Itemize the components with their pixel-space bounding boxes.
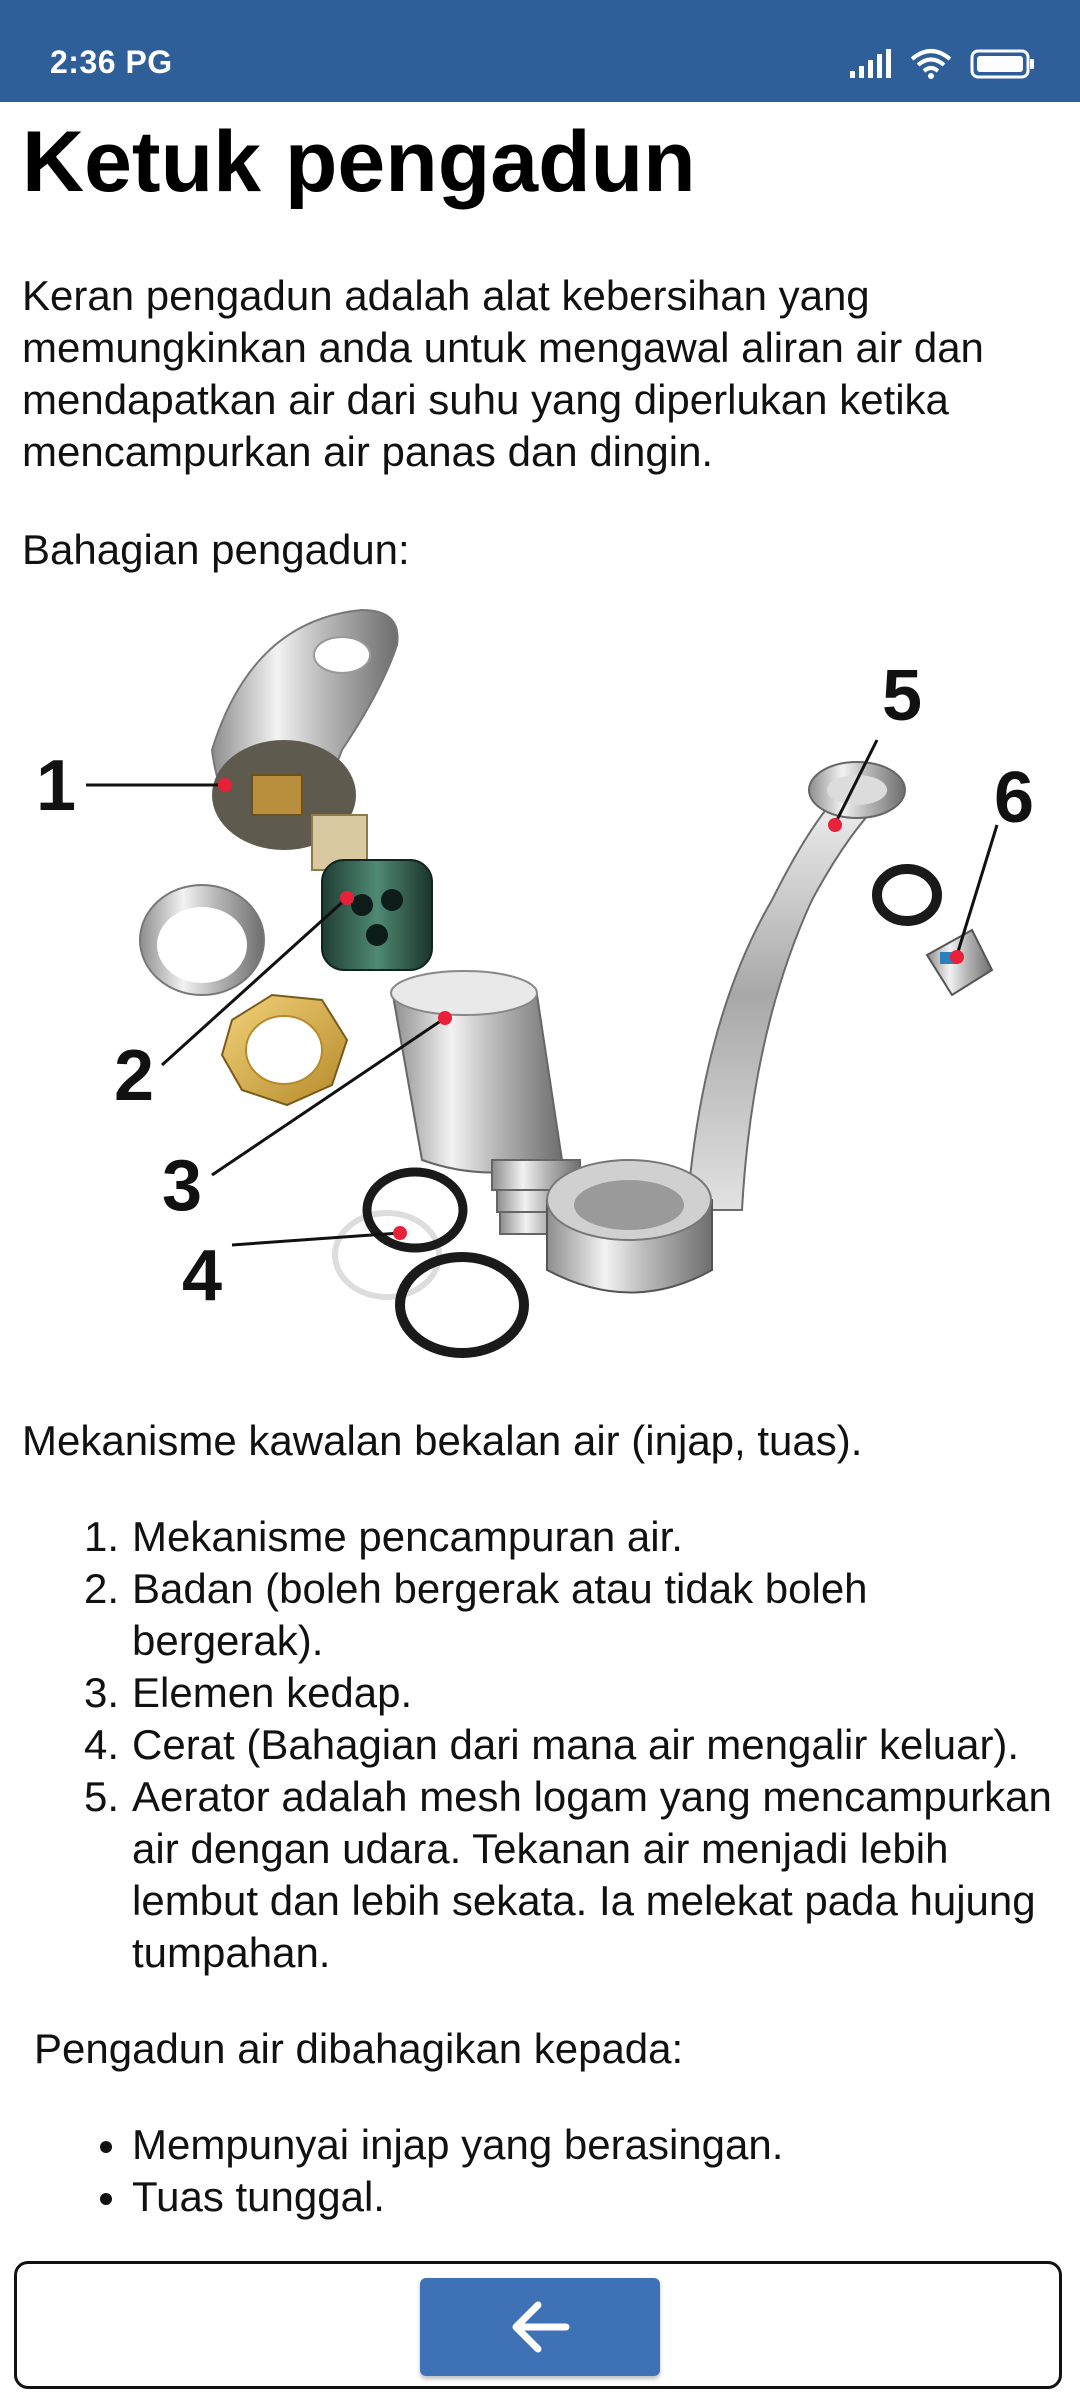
diagram-label-2: 2 [114, 1036, 155, 1116]
status-time: 2:36 PG [50, 44, 173, 80]
types-list [22, 2119, 1062, 2223]
page-title: Ketuk pengadun [22, 114, 696, 210]
diagram-label-5: 5 [882, 656, 923, 736]
diagram-label-6: 6 [994, 758, 1035, 838]
list-item: 2. Badan (boleh bergerak atau tidak boleh bergerak). [84, 1565, 868, 1664]
brass-nut [222, 995, 347, 1105]
diagram-label-1: 1 [36, 746, 77, 826]
mixing-cartridge [312, 815, 432, 970]
battery-icon [970, 48, 1036, 80]
lever-handle [212, 610, 398, 850]
article-content [22, 102, 1062, 576]
seal-rings [335, 1172, 524, 1353]
chrome-ring [140, 885, 264, 995]
diagram-label-4: 4 [182, 1236, 223, 1316]
signal-icon [848, 49, 892, 79]
back-button[interactable] [420, 2278, 660, 2376]
mixer-tap-parts-diagram [22, 600, 1062, 1380]
types-heading: Pengadun air dibahagikan kepada: [34, 2025, 684, 2072]
list-item: 5. Aerator adalah mesh logam yang mencampurkan air dengan udara. Tekanan air menjadi lebih lembut dan lebih sekata. Ia melekat pada hujung tumpahan. [84, 1773, 1052, 1976]
parts-list [22, 1511, 1062, 1979]
faucet-parts-illustration [22, 600, 1062, 1380]
spout [547, 762, 905, 1293]
mechanism-text: Mekanisme kawalan bekalan air (injap, tuas). [22, 1417, 863, 1464]
arrow-left-icon [508, 2299, 572, 2355]
list-item: 1. Mekanisme pencampuran air. [84, 1513, 683, 1560]
wifi-icon [910, 48, 952, 80]
aerator [877, 869, 992, 995]
list-item: 4. Cerat (Bahagian dari mana air mengalir keluar). [84, 1721, 1020, 1768]
parts-description [22, 1415, 1062, 2223]
list-item: Tuas tunggal. [22, 2171, 1062, 2223]
status-bar [0, 0, 1080, 102]
intro-paragraph: Keran pengadun adalah alat kebersihan yang memungkinkan anda untuk mengawal aliran air dan mendapatkan air dari suhu yang diperlukan ketika mencampurkan air panas dan dingin. [22, 272, 984, 475]
bottom-navigation-bar [14, 2261, 1062, 2389]
diagram-label-3: 3 [162, 1146, 203, 1226]
status-icons [848, 44, 1036, 84]
parts-heading: Bahagian pengadun: [22, 526, 410, 573]
list-item: 3. Elemen kedap. [84, 1669, 413, 1716]
list-item: Mempunyai injap yang berasingan. [22, 2119, 1062, 2171]
